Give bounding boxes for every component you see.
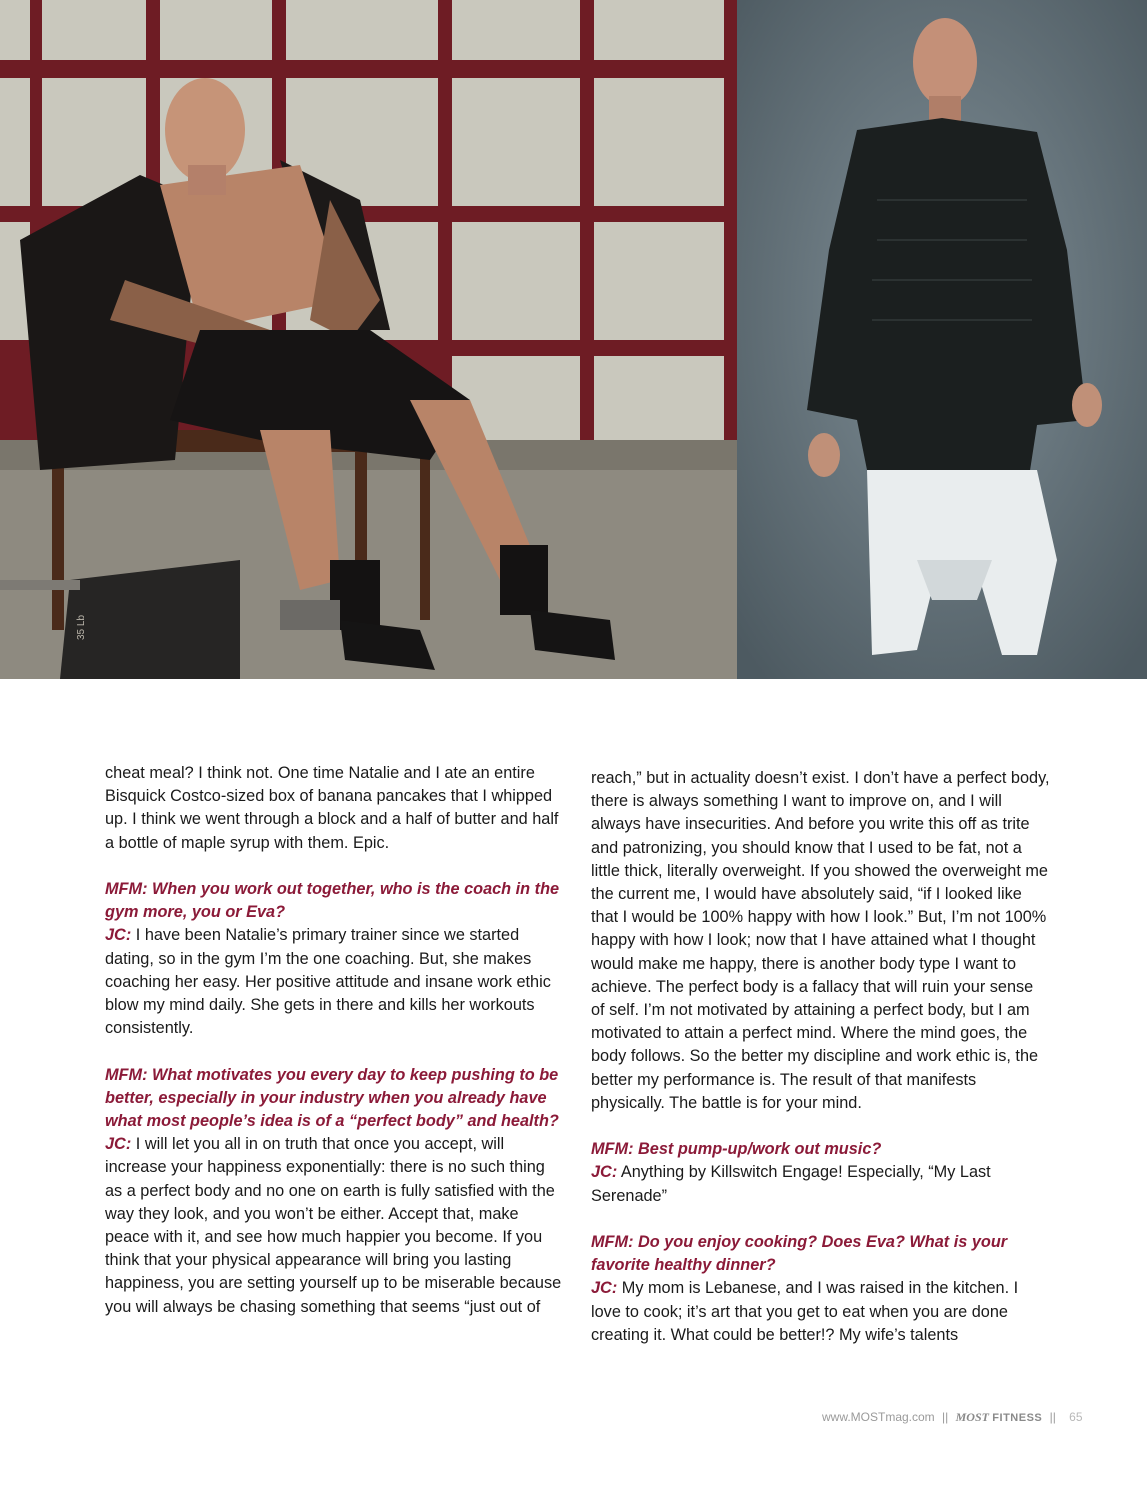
speaker-label: JC: — [591, 1279, 618, 1298]
article-column-left — [105, 762, 565, 1342]
interview-answer: JC: I will let you all in on truth that once you accept, will increase your happiness exponentially: there is no such thing as a perfect body and no one on earth is fully satisfied with the way they look, and you won’t be either. Accept that, make peace with it, and see how much happier you become. If you think that your physical appearance will bring you lasting happiness, you are setting yourself up to be miserable because you will always be chasing something that seems “just out of — [105, 1135, 562, 1316]
speaker-label: JC: — [591, 1163, 618, 1182]
interview-answer: JC: My mom is Lebanese, and I was raised in the kitchen. I love to cook; it’s art that you get to eat when you are done creating it. What could be better!? My wife’s talents — [591, 1279, 1019, 1344]
footer-separator: || — [1049, 1410, 1056, 1424]
body-paragraph: reach,” but in actuality doesn’t exist. I don’t have a perfect body, there is always something I want to improve on, and I will always have insecurities. And before you write this off as trite and patronizing, you should know that I used to be fat, not a little thick, literally overweight. If you showed the overweight me the current me, I would have absolutely said, “if I looked like that I would be 100% happy with how I look.” But, I’m not 100% happy with how I look; now that I have attained what I thought would make me happy, there is another body type I want to achieve. The perfect body is a fallacy that will ruin your sense of self. I’m not motivated by attaining a perfect body, but I am motivated to attain a perfect mind. Where the mind goes, the body follows. So the better my discipline and work ethic is, the better my performance is. The result of that manifests physically. The battle is for your mind. — [591, 769, 1050, 1112]
interview-question: MFM: What motivates you every day to keep pushing to be better, especially in your industry when you already have what most people’s idea is of a “perfect body” and health? JC: I will let you all in on truth that once you accept, will increase your happiness exponentially: there is no such thing as a perfect body and no one on earth is fully satisfied with the way they look, and you won’t be either. Accept that, make peace with it, and see how much happier you become. If you think that your physical appearance will bring you lasting happiness, you are setting yourself up to be miserable because you will always be chasing something that seems “just out of — [105, 1065, 562, 1316]
page-number: 65 — [1069, 1410, 1083, 1424]
interview-question: MFM: When you work out together, who is the coach in the gym more, you or Eva? JC: I have been Natalie’s primary trainer since we started dating, so in the gym I’m the one coaching. But, she makes coaching her easy. Her positive attitude and insane work ethic blow my mind daily. She gets in there and kills her workouts consistently. — [105, 880, 560, 1038]
footer-separator: || — [942, 1410, 949, 1424]
footer-url[interactable]: www.MOSTmag.com — [822, 1410, 935, 1424]
body-paragraph: cheat meal? I think not. One time Natalie and I ate an entire Bisquick Costco-sized box of banana pancakes that I whipped up. I think we went through a block and a half of butter and half a bottle of maple syrup with them. Epic. — [105, 764, 559, 852]
weight-label: 35 Lb — [76, 614, 87, 640]
interview-answer: JC: I have been Natalie’s primary trainer since we started dating, so in the gym I’m the one coaching. But, she makes coaching her easy. Her positive attitude and insane work ethic blow my mind daily. She gets in there and kills her workouts consistently. — [105, 926, 551, 1038]
brand-fitness: FITNESS — [992, 1412, 1043, 1424]
interview-answer: JC: Anything by Killswitch Engage! Especially, “My Last Serenade” — [591, 1163, 991, 1205]
interview-question: MFM: Do you enjoy cooking? Does Eva? What is your favorite healthy dinner? JC: My mom is Lebanese, and I was raised in the kitchen. I love to cook; it’s art that you get to eat when you are done creating it. What could be better!? My wife’s talents — [591, 1233, 1019, 1344]
photo-standing-man — [737, 0, 1147, 679]
speaker-label: JC: — [105, 1135, 132, 1154]
brand-most: MOST — [955, 1410, 989, 1424]
article-column-right — [591, 767, 1051, 1370]
interview-question: MFM: Best pump-up/work out music? JC: Anything by Killswitch Engage! Especially, “My Last Serenade” — [591, 1140, 991, 1205]
page-footer — [822, 1410, 1092, 1428]
photo-strip — [0, 0, 1147, 679]
photo-seated-man — [0, 0, 737, 679]
speaker-label: JC: — [105, 926, 132, 945]
